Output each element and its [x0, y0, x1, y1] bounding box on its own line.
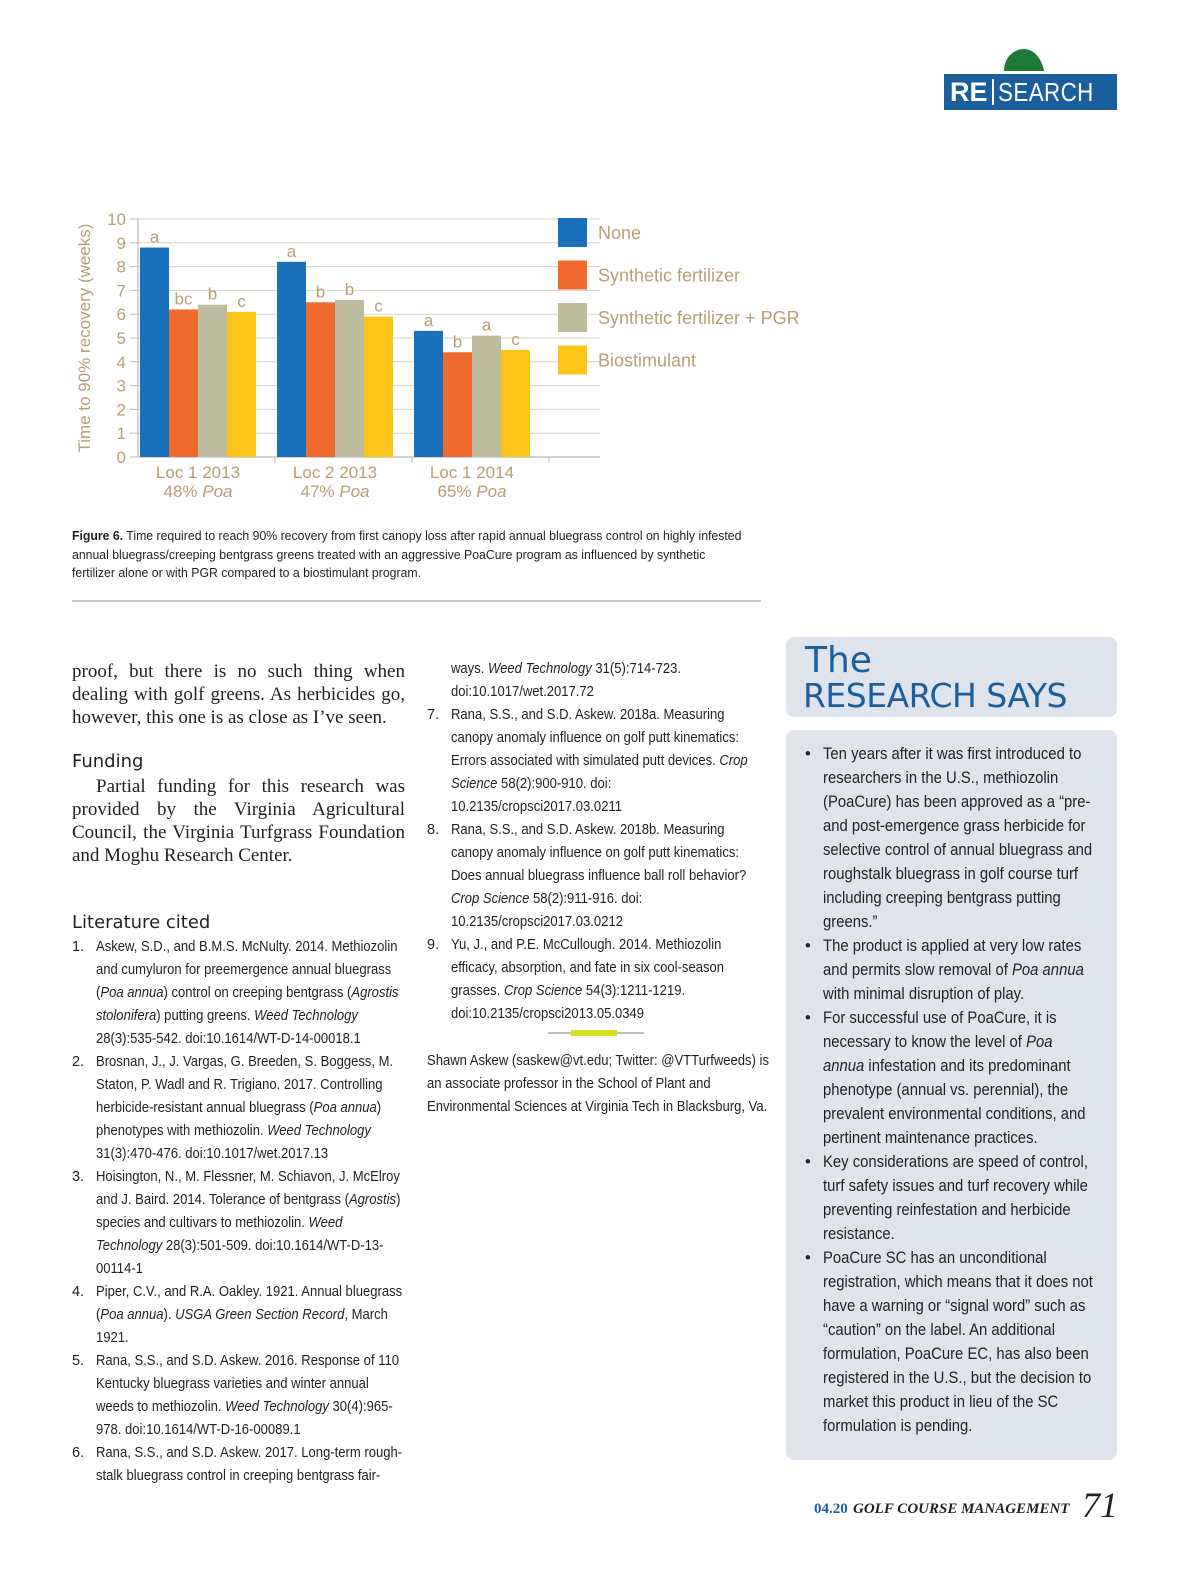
sidebar-bullet-item: [805, 1150, 1125, 1246]
x-tick-label: Loc 2 2013: [292, 463, 378, 482]
bar-significance-label: a: [481, 315, 492, 335]
bullet-icon: •: [805, 1249, 811, 1267]
references-list-col2: [427, 658, 767, 1026]
x-tick-sublabel: [301, 482, 370, 501]
sidebar-bullet-item: [805, 934, 1125, 1006]
bar: [169, 309, 198, 457]
bar: [277, 262, 306, 457]
footer-magazine: GOLF COURSE MANAGEMENT: [853, 1501, 1070, 1517]
reference-item: [72, 1350, 402, 1442]
sidebar-bullet-item: [805, 1006, 1125, 1150]
x-tick-unit: Poa: [339, 482, 370, 501]
author-bio: Shawn Askew (saskew@vt.edu; Twitter: @VTTurfweeds) is an associate professor in the School of Plant and Environmental Sciences at Virginia Tech in Blacksburg, Va.: [427, 1053, 769, 1115]
y-tick-label: 3: [116, 376, 126, 396]
x-tick-percent: 48%: [163, 482, 203, 501]
funding-paragraph: [72, 775, 405, 867]
bar-significance-label: a: [149, 227, 160, 247]
sidebar-bullet-list: [805, 742, 1125, 1438]
reference-item: [427, 819, 767, 934]
leaf-logo-icon: [1002, 47, 1046, 71]
caption-divider: [72, 600, 761, 602]
legend-label: Biostimulant: [598, 350, 697, 371]
reference-item: [72, 1442, 402, 1488]
bullet-icon: •: [805, 745, 811, 763]
reference-item: [72, 936, 402, 1051]
bar: [140, 248, 169, 457]
bar: [227, 312, 256, 457]
x-tick-unit: Poa: [202, 482, 233, 501]
bar-significance-label: a: [423, 310, 434, 330]
reference-number: 4.: [72, 1284, 85, 1300]
x-tick-percent: 65%: [437, 482, 477, 501]
y-tick-label: 9: [116, 233, 126, 253]
logo-re-text: RE: [950, 76, 988, 107]
reference-number: 7.: [427, 707, 440, 723]
bar-significance-label: a: [286, 241, 297, 261]
reference-text: Rana, S.S., and S.D. Askew. 2018a. Measuring canopy anomaly influence on golf putt kinematics: Errors associated with simulated putt devices. Crop Science 58(2):900-910. doi: 10.2135/cropsci2017.03.0211: [451, 707, 748, 815]
y-tick-label: 1: [116, 424, 126, 444]
bullet-icon: •: [805, 937, 811, 955]
reference-number: 3.: [72, 1169, 85, 1185]
references-list-col1: [72, 936, 402, 1488]
caption-label: Figure 6.: [72, 528, 124, 543]
reference-item: [427, 704, 767, 819]
reference-item: [427, 658, 767, 704]
bar-significance-label: c: [237, 291, 246, 311]
reference-item: [72, 1051, 402, 1166]
sidebar-bullet-item: [805, 742, 1125, 934]
reference-text: Brosnan, J., J. Vargas, G. Breeden, S. Boggess, M. Staton, P. Wadl and R. Trigiano. 2017. Controlling herbicide-resistant annual bluegrass (Poa annua) phenotypes with methiozolin. Weed Technology 31(3):470-476. doi:10.1017/wet.2017.13: [96, 1054, 394, 1162]
page-number: 71: [1082, 1485, 1118, 1525]
literature-heading: Literature cited: [72, 912, 211, 933]
reference-text: Rana, S.S., and S.D. Askew. 2018b. Measuring canopy anomaly influence on golf putt kinematics: Does annual bluegrass influence ball roll behavior? Crop Science 58(2):911-916. doi: 10.2135/cropsci2017.03.0212: [451, 822, 747, 930]
x-tick-sublabel: [438, 482, 507, 501]
logo-separator: [992, 79, 994, 105]
bar: [472, 336, 501, 457]
legend-swatch: [558, 303, 587, 332]
reference-text: Hoisington, N., M. Flessner, M. Schiavon, J. McElroy and J. Baird. 2014. Tolerance of bentgrass (Agrostis) species and cultivars to methiozolin. Weed Technology 28(3):501-509. doi:10.1614/WT-D-13-00114-1: [96, 1169, 401, 1277]
x-tick-label: Loc 1 2014: [429, 463, 515, 482]
x-tick-unit: Poa: [476, 482, 507, 501]
reference-item: [72, 1166, 402, 1281]
bullet-icon: •: [805, 1153, 811, 1171]
reference-number: 6.: [72, 1445, 85, 1461]
sidebar-bullet-text: The product is applied at very low rates and permits slow removal of Poa annua with minimal disruption of play.: [823, 937, 1084, 1003]
sidebar-title-main: RESEARCH SAYS: [803, 676, 1067, 715]
reference-text: Rana, S.S., and S.D. Askew. 2017. Long-term rough-stalk bluegrass control in creeping bentgrass fair-: [96, 1445, 403, 1484]
reference-item: [427, 934, 767, 1026]
bar: [414, 331, 443, 457]
caption-text: Time required to reach 90% recovery from first canopy loss after rapid annual bluegrass control on highly infested annual bluegrass/creeping bentgrass greens treated with an aggressive PoaCure program as influenced by synthetic fertilizer alone or with PGR compared to a biostimulant program.: [72, 528, 742, 580]
bar-significance-label: bc: [174, 289, 193, 309]
bar-significance-label: b: [344, 279, 355, 299]
reference-number: 5.: [72, 1353, 85, 1369]
y-tick-label: 0: [116, 448, 126, 467]
sidebar-bullet-text: For successful use of PoaCure, it is necessary to know the level of Poa annua infestation and its predominant phenotype (annual vs. perennial), the prevalent environmental conditions, and pertinent maintenance practices.: [823, 1009, 1086, 1147]
bar-significance-label: c: [374, 296, 383, 316]
reference-number: 1.: [72, 939, 85, 955]
sidebar-title-the: The: [805, 640, 872, 681]
x-tick-sublabel: [164, 482, 233, 501]
section-divider-accent: [571, 1030, 617, 1036]
bar: [198, 305, 227, 457]
reference-number: 9.: [427, 937, 440, 953]
reference-text: ways. Weed Technology 31(5):714-723. doi:10.1017/wet.2017.72: [451, 661, 681, 700]
y-tick-label: 8: [116, 257, 126, 277]
y-tick-label: 7: [116, 281, 126, 301]
bar-significance-label: b: [452, 332, 463, 352]
x-tick-percent: 47%: [300, 482, 340, 501]
reference-number: 8.: [427, 822, 440, 838]
sidebar-bullet-text: Ten years after it was first introduced to researchers in the U.S., methiozolin (PoaCure) has been approved as a “pre- and post-emergence grass herbicide for selective control of annual bluegrass and roughstalk bluegrass in golf course turf including creeping bentgrass putting greens.”: [823, 745, 1093, 931]
legend-swatch: [558, 261, 587, 290]
legend-label: None: [598, 223, 642, 243]
bar: [501, 350, 530, 457]
y-tick-label: 2: [116, 400, 126, 420]
reference-text: Piper, C.V., and R.A. Oakley. 1921. Annual bluegrass (Poa annua). USGA Green Section Record, March 1921.: [96, 1284, 403, 1346]
bar: [364, 317, 393, 457]
bar-significance-label: b: [315, 282, 326, 302]
legend-label: Synthetic fertilizer: [598, 265, 741, 286]
reference-text: Askew, S.D., and B.M.S. McNulty. 2014. Methiozolin and cumyluron for preemergence annual bluegrass (Poa annua) control on creeping bentgrass (Agrostis stolonifera) putting greens. Weed Technology 28(3):535-542. doi:10.1614/WT-D-14-00018.1: [96, 939, 399, 1047]
bar: [335, 300, 364, 457]
reference-item: [72, 1281, 402, 1350]
reference-number: 2.: [72, 1054, 85, 1070]
y-tick-label: 10: [107, 210, 126, 229]
legend-swatch: [558, 218, 587, 247]
y-axis-label: Time to 90% recovery (weeks): [75, 223, 94, 453]
y-tick-label: 4: [116, 352, 126, 372]
bar-significance-label: c: [511, 329, 520, 349]
bullet-icon: •: [805, 1009, 811, 1027]
bar: [306, 302, 335, 457]
footer-issue: 04.20: [814, 1501, 848, 1517]
logo-search-text: SEARCH: [997, 76, 1094, 107]
reference-text: Rana, S.S., and S.D. Askew. 2016. Response of 110 Kentucky bluegrass varieties and winter annual weeds to methiozolin. Weed Technology 30(4):965-978. doi:10.1614/WT-D-16-00089.1: [96, 1353, 400, 1438]
y-tick-label: 5: [116, 329, 126, 348]
sidebar-bullet-item: [805, 1246, 1125, 1438]
figure-caption: [72, 527, 751, 583]
intro-paragraph: proof, but there is no such thing when dealing with golf greens. As herbicides go, however, this one is as close as I’ve seen.: [72, 661, 405, 728]
x-tick-label: Loc 1 2013: [155, 463, 241, 482]
bar: [443, 352, 472, 457]
research-logo: [944, 74, 1117, 110]
reference-text: Yu, J., and P.E. McCullough. 2014. Methiozolin efficacy, absorption, and fate in six cool-season grasses. Crop Science 54(3):1211-1219. doi:10.2135/cropsci2013.05.0349: [451, 937, 725, 1022]
sidebar-bullet-text: PoaCure SC has an unconditional registration, which means that it does not have a warning or “signal word” such as “caution” on the label. An additional formulation, PoaCure EC, has also been registered in the U.S., but the decision to market this product in lieu of the SC formulation is pending.: [823, 1249, 1093, 1435]
y-tick-label: 6: [116, 305, 126, 325]
bar-significance-label: b: [207, 284, 218, 304]
funding-text: Partial funding for this research was provided by the Virginia Agricultural Council, the Virginia Turfgrass Foundation and Moghu Research Center.: [72, 776, 405, 866]
sidebar-bullet-text: Key considerations are speed of control, turf safety issues and turf recovery while preventing reinfestation and herbicide resistance.: [823, 1153, 1088, 1243]
bar-chart: [60, 195, 800, 515]
funding-heading: Funding: [72, 751, 144, 772]
legend-swatch: [558, 346, 587, 375]
legend-label: Synthetic fertilizer + PGR: [598, 308, 800, 328]
